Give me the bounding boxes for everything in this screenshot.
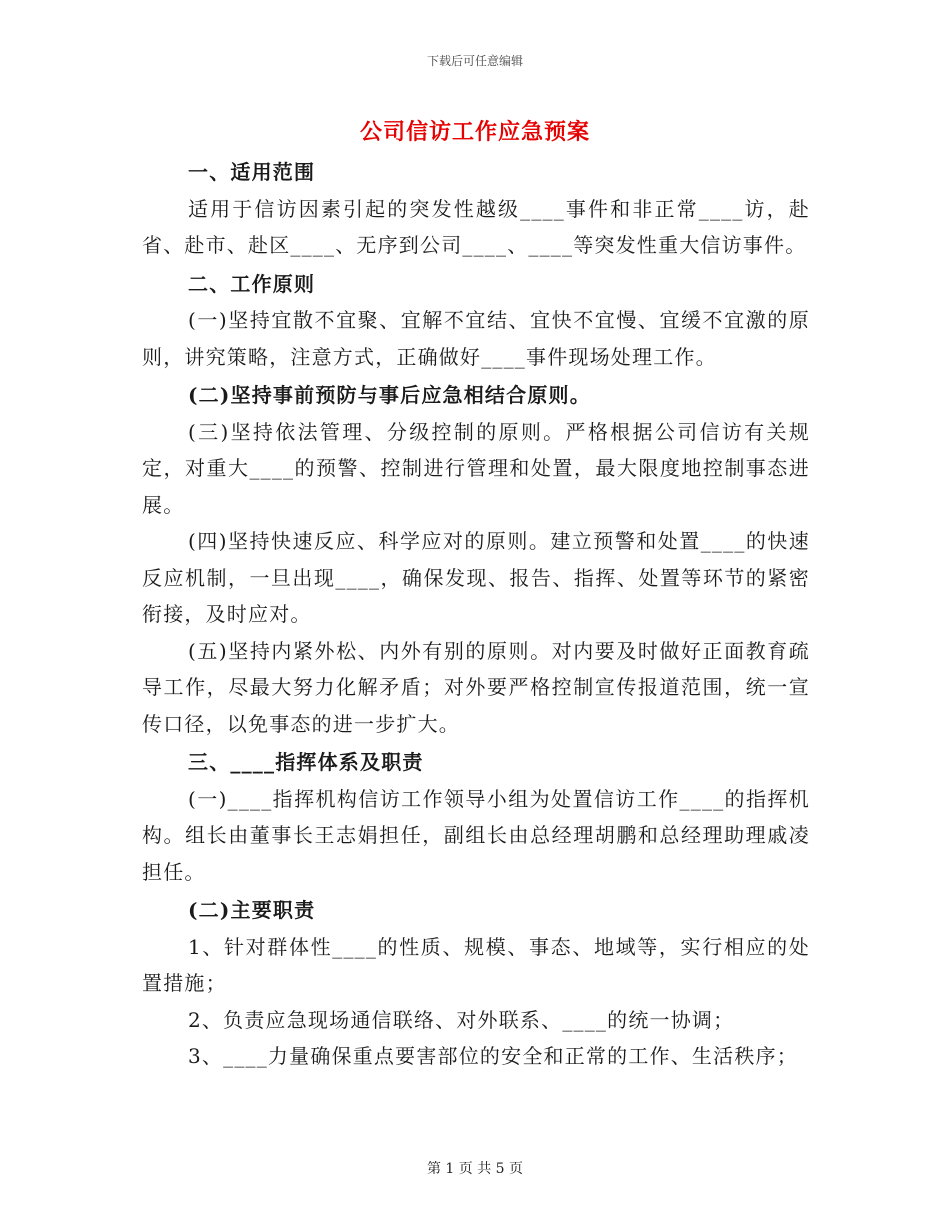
section-heading-principles: 二、工作原则	[188, 271, 316, 296]
paragraph-scope: 适用于信访因素引起的突发性越级____事件和非正常____访，赴省、赴市、赴区____、无序到公司____、____等突发性重大信访事件。	[142, 196, 810, 257]
page-footer: 第 1 页 共 5 页	[426, 1161, 524, 1177]
list-item-duty-2: 2、负责应急现场通信联络、对外联系、____的统一协调；	[188, 1007, 735, 1032]
subsection-heading-duties: (二)主要职责	[188, 898, 316, 922]
list-item-duty-1: 1、针对群体性____的性质、规模、事态、地域等，实行相应的处置措施；	[142, 934, 810, 995]
list-item-duty-3: 3、____力量确保重点要害部位的安全和正常的工作、生活秩序；	[188, 1044, 798, 1068]
document-body	[142, 152, 810, 1075]
paragraph-principle-3: (三)坚持依法管理、分级控制的原则。严格根据公司信访有关规定，对重大____的预警、控制进行管理和处置，最大限度地控制事态进展。	[142, 419, 810, 517]
paragraph-principle-4: (四)坚持快速反应、科学应对的原则。建立预警和处置____的快速反应机制，一旦出现____，确保发现、报告、指挥、处置等环节的紧密衔接，及时应对。	[142, 529, 810, 626]
paragraph-principle-5: (五)坚持内紧外松、内外有别的原则。对内要及时做好正面教育疏导工作，尽最大努力化解矛盾；对外要严格控制宣传报道范围，统一宣传口径，以免事态的进一步扩大。	[142, 638, 810, 736]
paragraph-principle-2: (二)坚持事前预防与事后应急相结合原则。	[188, 383, 591, 407]
page-header: 下载后可任意编辑	[426, 54, 523, 68]
section-heading-scope: 一、适用范围	[188, 160, 316, 184]
paragraph-command-org: (一)____指挥机构信访工作领导小组为处置信访工作____的指挥机构。组长由董事长王志娟担任，副组长由总经理胡鹏和总经理助理戚凌担任。	[142, 786, 810, 884]
document-title: 公司信访工作应急预案	[359, 119, 590, 145]
section-heading-command: 三、____指挥体系及职责	[188, 750, 424, 774]
paragraph-principle-1: (一)坚持宜散不宜聚、宜解不宜结、宜快不宜慢、宜缓不宜激的原则，讲究策略，注意方式，正确做好____事件现场处理工作。	[142, 308, 810, 369]
